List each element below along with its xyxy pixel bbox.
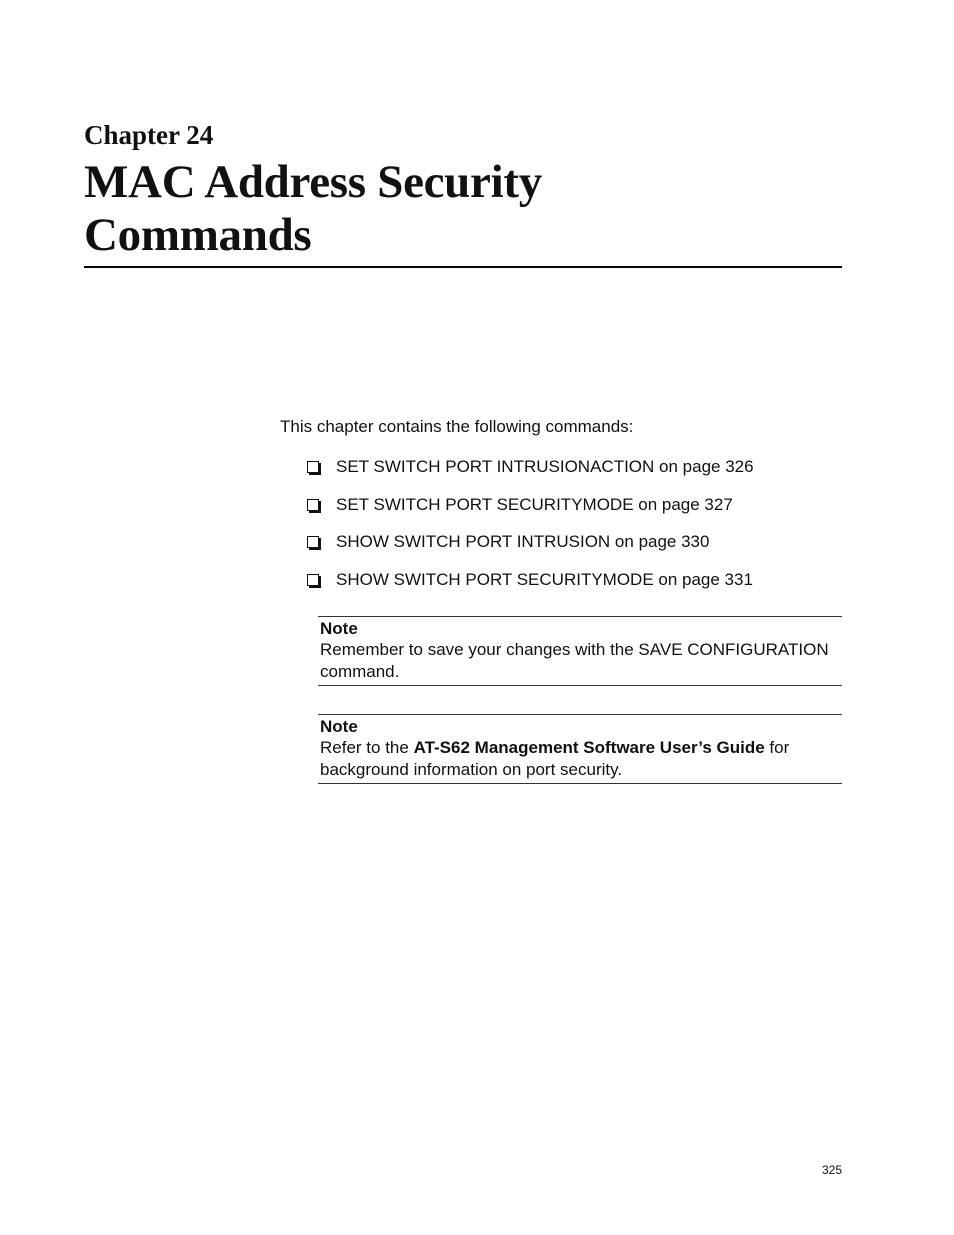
list-item	[307, 531, 754, 553]
list-item	[307, 456, 754, 478]
checkbox-icon	[307, 536, 319, 548]
title-divider	[84, 266, 842, 268]
chapter-title-line-1: MAC Address Security	[84, 156, 542, 208]
note-box-save-config	[318, 616, 842, 686]
page-number: 325	[821, 1163, 842, 1177]
list-item	[307, 494, 754, 516]
command-link[interactable]: SHOW SWITCH PORT SECURITYMODE on page 331	[336, 570, 753, 590]
command-link[interactable]: SET SWITCH PORT SECURITYMODE on page 327	[336, 494, 733, 514]
user-guide-title: AT-S62 Management Software User’s Guide	[413, 738, 765, 757]
chapter-title	[84, 156, 844, 262]
checkbox-icon	[307, 574, 319, 586]
chapter-label: Chapter 24	[84, 120, 214, 150]
note-heading: Note	[320, 717, 358, 736]
command-list	[307, 456, 754, 607]
note-text-after: for background information on port security.	[320, 738, 790, 779]
checkbox-icon	[307, 461, 319, 473]
note-text: Remember to save your changes with the SAVE CONFIGURATION command.	[320, 640, 829, 681]
command-link[interactable]: SET SWITCH PORT INTRUSIONACTION on page 326	[336, 457, 754, 476]
chapter-title-line-2: Commands	[84, 209, 312, 261]
checkbox-icon	[307, 499, 319, 511]
note-text	[320, 737, 840, 780]
list-item	[307, 569, 754, 591]
note-text-before: Refer to the	[320, 738, 414, 757]
note-box-user-guide	[318, 714, 842, 784]
note-heading: Note	[320, 619, 358, 638]
intro-text: This chapter contains the following commands:	[280, 417, 634, 436]
command-link[interactable]: SHOW SWITCH PORT INTRUSION on page 330	[336, 532, 710, 552]
